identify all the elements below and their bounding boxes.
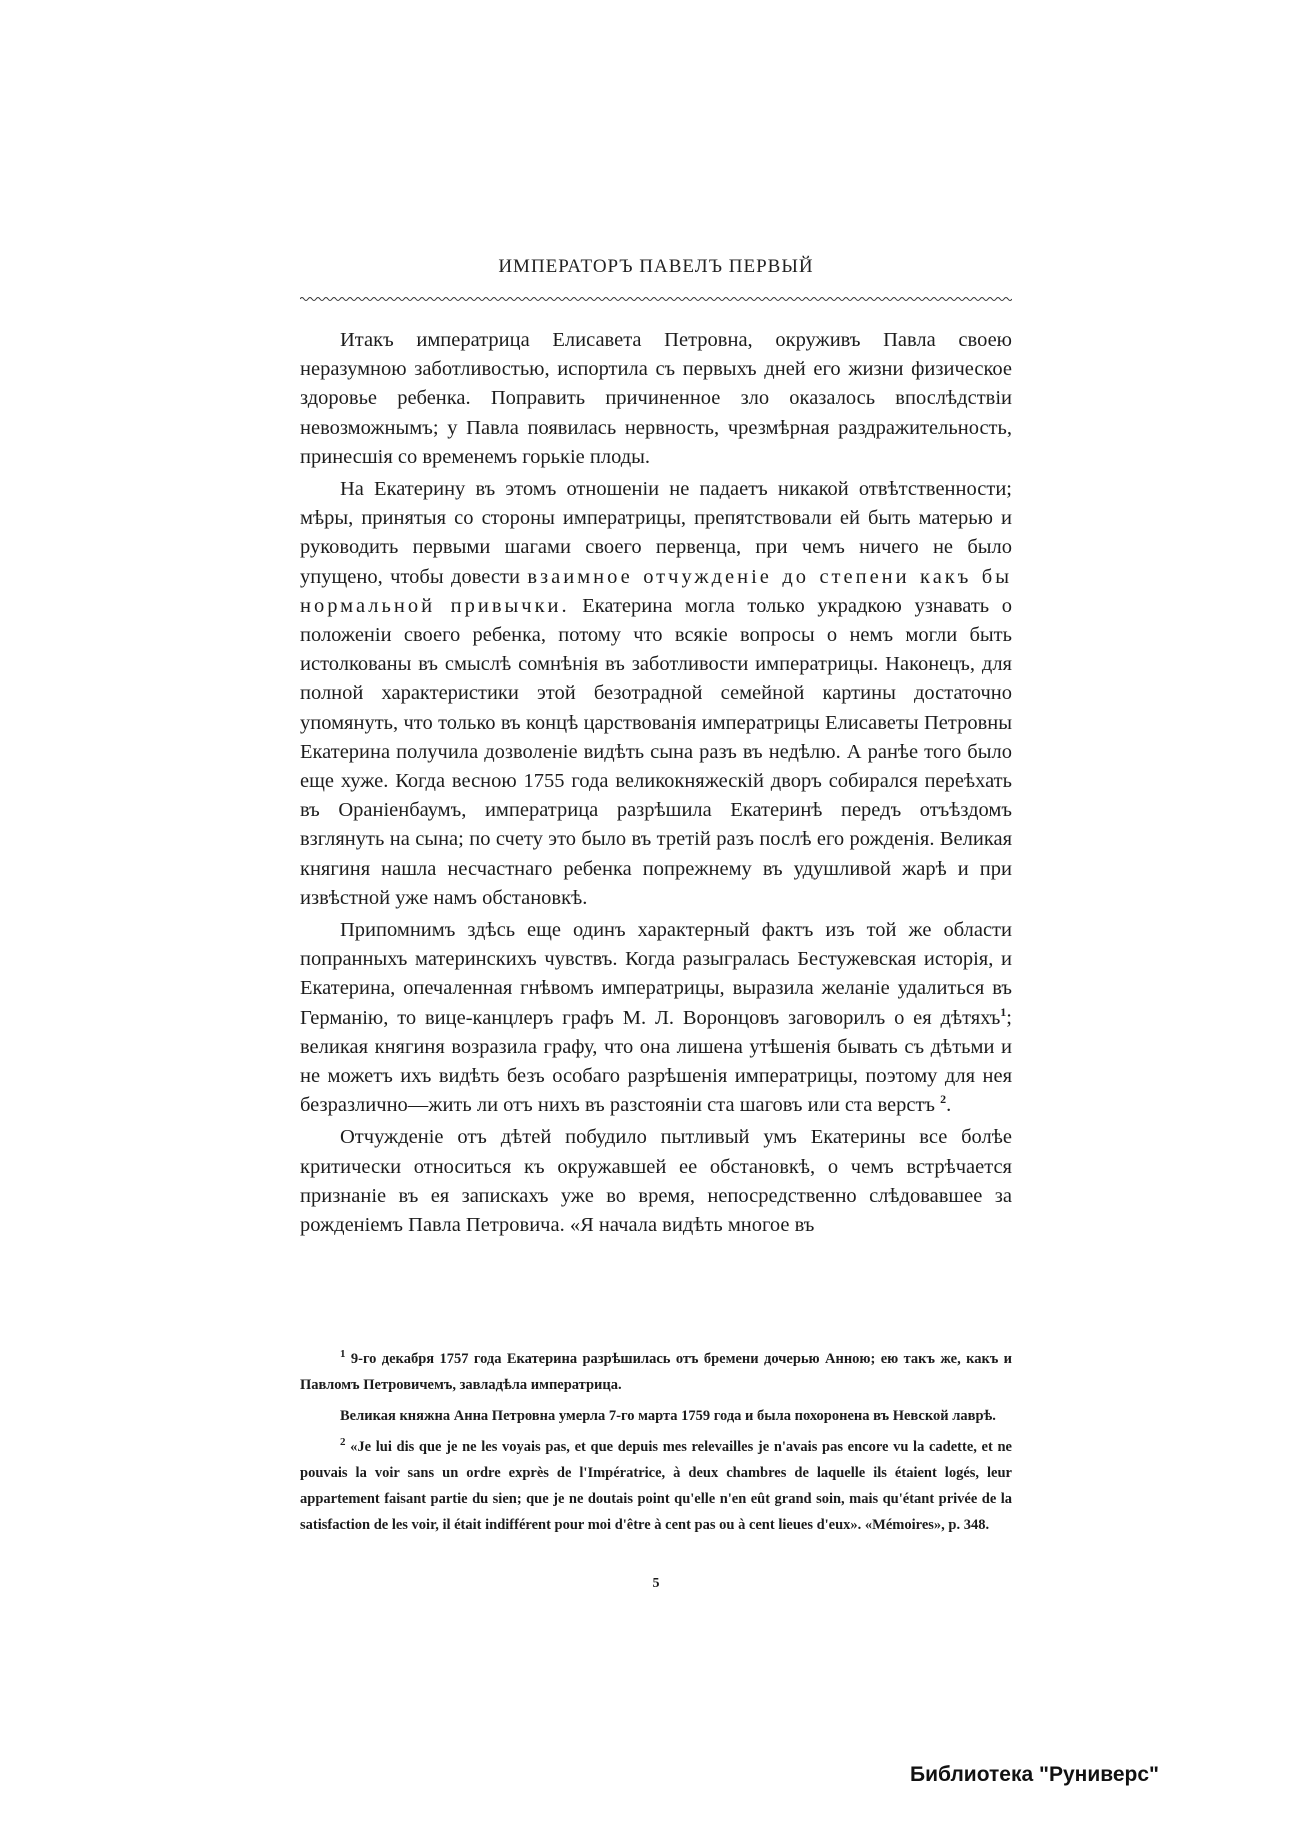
paragraph-3-text-b: ; великая княгиня возразила графу, что она лишена утѣшенія бывать съ дѣтьми и не можетъ ихъ видѣть безъ особаго разрѣшенія императрицы, поэтому для нея безразлично—жить ли отъ нихъ въ разстояніи ста шаговъ или ста верстъ [300, 1006, 1012, 1117]
page-number: 5 [652, 1576, 660, 1591]
paragraph-1 [300, 326, 1012, 472]
paragraph-2-emphasis: взаимное отчужденіе до степени какъ бы нормальной привычки. [300, 565, 1013, 617]
footnote-2-mark: 2 [340, 1436, 346, 1449]
paragraph-2 [300, 475, 1012, 913]
paragraph-1-text: Итакъ императрица Елисавета Петровна, окруживъ Павла своею неразумною заботливостью, испортила съ первыхъ дней его жизни физическое здоровье ребенка. Поправить причиненное зло оказалось впослѣдствіи невозможнымъ; у Павла появилась нервность, чрезмѣрная раздражительность, принесшія со временемъ горькіе плоды. [300, 329, 1012, 468]
footnote-2-text: «Je lui dis que je ne les voyais pas, et que depuis mes relevailles je n'avais pas encore vu la cadette, et ne pouvais la voir sans un ordre exprès de l'Impératrice, à deux chambres de laquelle ils étaient logés, leur appartement faisant partie du sien; que je ne doutais point qu'elle n'en eût grand soin, mais qu'étant privée de la satisfaction de les voir, il était indifférent pour moi d'être à cent pas ou à cent lieues d'eux». «Mémoires», p. 348. [300, 1439, 1012, 1533]
paragraph-2-text-a: На Екатерину въ этомъ отношеніи не падаетъ никакой отвѣтственности; мѣры, принятыя со стороны императрицы, препятствовали ей быть матерью и руководить первыми шагами своего первенца, при чемъ ничего не было упущено, чтобы довести [300, 478, 1012, 588]
paragraph-4-text: Отчужденіе отъ дѣтей побудило пытливый умъ Екатерины все болѣе критически относиться къ окружавшей ее обстановкѣ, о чемъ встрѣчается признаніе въ ея запискахъ уже во время, непосредственно слѣдовавшее за рожденіемъ Павла Петровича. «Я начала видѣть многое въ [300, 1126, 1012, 1237]
paragraph-2-text-b: Екатерина могла только украдкою узнавать о положеніи своего ребенка, потому что всякіе вопросы о немъ могли быть истолкованы въ смыслѣ сомнѣнія въ заботливости императрицы. Наконецъ, для полной характеристики этой безотрадной семейной картины достаточно упомянуть, что только въ концѣ царствованія императрицы Елисаветы Петровны Екатерина получила дозволеніе видѣть сына разъ въ недѣлю. А ранѣе того было еще хуже. Когда весною 1755 года великокняжескій дворъ собирался переѣхать въ Ораніенбаумъ, императрица разрѣшила Екатеринѣ передъ отъѣздомъ взглянуть на сына; по счету это было въ третій разъ послѣ его рожденія. Великая княгиня нашла несчастнаго ребенка попрежнему въ удушливой жарѣ и при извѣстной уже намъ обстановкѣ. [300, 594, 1012, 909]
paragraph-3-text-c: . [946, 1094, 952, 1117]
paragraph-4 [300, 1123, 1012, 1240]
header-wavy-rule [300, 296, 1012, 302]
footnote-1-continuation [300, 1403, 1012, 1429]
footnote-1-continuation-text: Великая княжна Анна Петровна умерла 7-го марта 1759 года и была похоронена въ Невской лаврѣ. [340, 1408, 996, 1424]
footnote-1 [300, 1346, 1012, 1398]
running-title: ИМПЕРАТОРЪ ПАВЕЛЪ ПЕРВЫЙ [498, 256, 814, 277]
paragraph-3-text-a: Припомнимъ здѣсь еще одинъ характерный фактъ изъ той же области попранныхъ материнскихъ чувствъ. Когда разыгралась Бестужевская исторія, и Екатерина, опечаленная гнѣвомъ императрицы, выразила желаніе удалиться въ Германію, то вице-канцлеръ графъ М. Л. Воронцовъ заговорилъ о ея дѣтяхъ [300, 919, 1012, 1029]
footnote-1-text: 9-го декабря 1757 года Екатерина разрѣшилась отъ бремени дочерью Анною; ею такъ же, какъ и Павломъ Петровичемъ, завладѣла императрица. [300, 1351, 1012, 1393]
footnotes [300, 1346, 1012, 1543]
footnote-1-mark: 1 [340, 1348, 346, 1361]
footnote-2 [300, 1434, 1012, 1538]
main-text [300, 326, 1012, 1243]
footnote-ref-2: 2 [940, 1092, 947, 1107]
library-watermark: Библиотека "Руниверс" [910, 1763, 1160, 1786]
paragraph-3 [300, 916, 1012, 1120]
footnote-ref-1: 1 [1000, 1004, 1007, 1019]
